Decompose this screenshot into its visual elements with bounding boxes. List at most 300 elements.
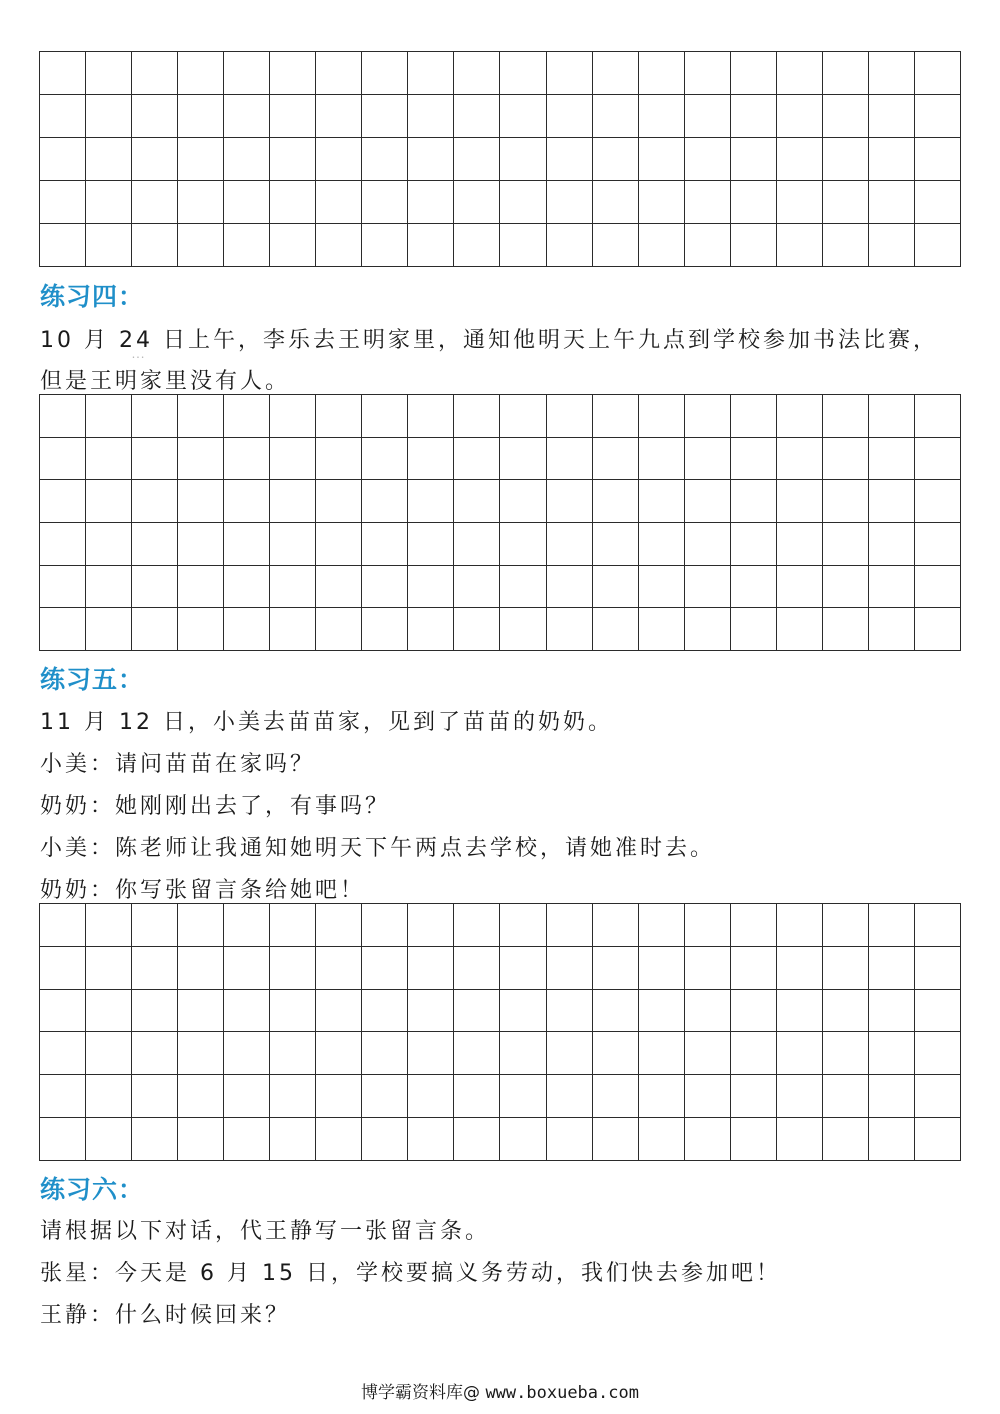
- grid-cell: [915, 904, 961, 947]
- grid-cell: [40, 395, 86, 438]
- grid-cell: [316, 1032, 362, 1075]
- grid-cell: [731, 480, 777, 523]
- grid-cell: [547, 395, 593, 438]
- footer-site-name: 博学霸资料库: [361, 1383, 464, 1403]
- grid-cell: [639, 438, 685, 481]
- grid-cell: [547, 904, 593, 947]
- grid-cell: [731, 52, 777, 95]
- grid-cell: [86, 438, 132, 481]
- writing-grid-2: [39, 394, 961, 651]
- grid-cell: [731, 523, 777, 566]
- grid-cell: [593, 947, 639, 990]
- grid-cell: [132, 438, 178, 481]
- grid-cell: [454, 138, 500, 181]
- grid-cell: [86, 95, 132, 138]
- grid-cell: [593, 566, 639, 609]
- grid-cell: [823, 52, 869, 95]
- grid-cell: [454, 523, 500, 566]
- grid-cell: [224, 947, 270, 990]
- grid-cell: [869, 1118, 915, 1161]
- grid-cell: [86, 566, 132, 609]
- grid-cell: [408, 1032, 454, 1075]
- grid-cell: [500, 395, 546, 438]
- grid-cell: [731, 181, 777, 224]
- grid-cell: [823, 1118, 869, 1161]
- grid-cell: [593, 904, 639, 947]
- grid-cell: [454, 224, 500, 267]
- exercise-5-line-2: 小美：请问苗苗在家吗？: [40, 752, 316, 777]
- grid-cell: [454, 904, 500, 947]
- grid-cell: [362, 904, 408, 947]
- grid-cell: [777, 138, 823, 181]
- grid-cell: [316, 138, 362, 181]
- grid-cell: [500, 224, 546, 267]
- grid-cell: [408, 438, 454, 481]
- grid-cell: [685, 224, 731, 267]
- grid-cell: [777, 224, 823, 267]
- grid-cell: [178, 181, 224, 224]
- grid-cell: [915, 95, 961, 138]
- grid-cell: [547, 1075, 593, 1118]
- grid-cell: [685, 523, 731, 566]
- grid-cell: [362, 990, 408, 1033]
- grid-cell: [639, 395, 685, 438]
- grid-cell: [731, 224, 777, 267]
- grid-cell: [547, 438, 593, 481]
- grid-cell: [500, 52, 546, 95]
- grid-cell: [823, 990, 869, 1033]
- grid-cell: [915, 181, 961, 224]
- grid-cell: [362, 181, 408, 224]
- grid-cell: [270, 523, 316, 566]
- watermark-mark: • • •: [132, 355, 145, 361]
- grid-cell: [454, 52, 500, 95]
- grid-cell: [869, 523, 915, 566]
- grid-cell: [40, 224, 86, 267]
- grid-cell: [132, 395, 178, 438]
- grid-cell: [132, 224, 178, 267]
- grid-cell: [869, 1032, 915, 1075]
- grid-cell: [639, 1032, 685, 1075]
- grid-cell: [500, 480, 546, 523]
- grid-cell: [823, 224, 869, 267]
- grid-cell: [685, 1032, 731, 1075]
- grid-cell: [823, 181, 869, 224]
- grid-cell: [178, 95, 224, 138]
- grid-cell: [915, 947, 961, 990]
- grid-cell: [915, 990, 961, 1033]
- grid-cell: [362, 395, 408, 438]
- grid-cell: [408, 608, 454, 651]
- grid-cell: [547, 1032, 593, 1075]
- grid-cell: [408, 138, 454, 181]
- grid-cell: [132, 1032, 178, 1075]
- grid-cell: [316, 947, 362, 990]
- grid-cell: [224, 52, 270, 95]
- grid-cell: [869, 1075, 915, 1118]
- grid-cell: [40, 138, 86, 181]
- footer: [0, 1378, 1000, 1403]
- grid-cell: [86, 523, 132, 566]
- exercise-6-title: 练习六：: [40, 1175, 145, 1204]
- grid-cell: [593, 395, 639, 438]
- grid-cell: [639, 904, 685, 947]
- exercise-5-title: 练习五：: [40, 665, 145, 694]
- grid-cell: [40, 990, 86, 1033]
- grid-cell: [823, 1032, 869, 1075]
- grid-cell: [685, 1118, 731, 1161]
- grid-cell: [593, 95, 639, 138]
- grid-cell: [316, 990, 362, 1033]
- grid-cell: [685, 990, 731, 1033]
- grid-cell: [915, 523, 961, 566]
- grid-cell: [500, 566, 546, 609]
- grid-cell: [823, 523, 869, 566]
- grid-cell: [593, 438, 639, 481]
- grid-cell: [547, 480, 593, 523]
- grid-cell: [224, 523, 270, 566]
- grid-cell: [86, 608, 132, 651]
- grid-cell: [40, 947, 86, 990]
- grid-cell: [823, 566, 869, 609]
- grid-cell: [178, 608, 224, 651]
- grid-cell: [316, 608, 362, 651]
- grid-cell: [547, 95, 593, 138]
- grid-cell: [40, 1118, 86, 1161]
- grid-cell: [823, 904, 869, 947]
- grid-cell: [869, 480, 915, 523]
- grid-cell: [454, 95, 500, 138]
- exercise-5-line-5: 奶奶：你写张留言条给她吧！: [40, 878, 366, 903]
- grid-cell: [408, 904, 454, 947]
- grid-cell: [270, 1075, 316, 1118]
- grid-cell: [777, 438, 823, 481]
- grid-cell: [731, 566, 777, 609]
- grid-cell: [362, 438, 408, 481]
- grid-cell: [777, 1075, 823, 1118]
- grid-cell: [547, 52, 593, 95]
- grid-cell: [639, 138, 685, 181]
- grid-cell: [500, 438, 546, 481]
- grid-cell: [593, 224, 639, 267]
- grid-cell: [915, 224, 961, 267]
- grid-cell: [731, 947, 777, 990]
- grid-cell: [869, 608, 915, 651]
- grid-cell: [869, 181, 915, 224]
- grid-cell: [224, 395, 270, 438]
- grid-cell: [685, 480, 731, 523]
- grid-cell: [823, 608, 869, 651]
- grid-cell: [500, 1032, 546, 1075]
- grid-cell: [454, 947, 500, 990]
- grid-cell: [454, 608, 500, 651]
- grid-cell: [316, 52, 362, 95]
- grid-cell: [454, 1032, 500, 1075]
- grid-cell: [132, 947, 178, 990]
- grid-cell: [639, 52, 685, 95]
- grid-cell: [500, 990, 546, 1033]
- grid-cell: [777, 95, 823, 138]
- grid-cell: [270, 181, 316, 224]
- grid-cell: [408, 95, 454, 138]
- grid-cell: [224, 181, 270, 224]
- grid-cell: [777, 608, 823, 651]
- grid-cell: [178, 1118, 224, 1161]
- grid-cell: [915, 1118, 961, 1161]
- grid-cell: [731, 438, 777, 481]
- grid-cell: [777, 566, 823, 609]
- exercise-5-line-4: 小美：陈老师让我通知她明天下午两点去学校，请她准时去。: [40, 836, 716, 861]
- grid-cell: [132, 990, 178, 1033]
- grid-cell: [915, 1075, 961, 1118]
- grid-cell: [178, 1032, 224, 1075]
- grid-cell: [731, 95, 777, 138]
- grid-cell: [86, 904, 132, 947]
- grid-cell: [408, 395, 454, 438]
- grid-cell: [178, 904, 224, 947]
- exercise-5-line-3: 奶奶：她刚刚出去了，有事吗？: [40, 794, 391, 819]
- grid-cell: [731, 138, 777, 181]
- grid-cell: [915, 608, 961, 651]
- grid-cell: [40, 95, 86, 138]
- grid-cell: [86, 990, 132, 1033]
- grid-cell: [547, 181, 593, 224]
- grid-cell: [316, 523, 362, 566]
- grid-cell: [639, 947, 685, 990]
- grid-cell: [408, 990, 454, 1033]
- grid-cell: [500, 138, 546, 181]
- grid-cell: [869, 438, 915, 481]
- grid-cell: [86, 52, 132, 95]
- exercise-6-line-3: 王静：什么时候回来？: [40, 1303, 291, 1328]
- grid-cell: [224, 1032, 270, 1075]
- footer-url[interactable]: www.boxueba.com: [485, 1383, 639, 1403]
- grid-cell: [731, 1075, 777, 1118]
- grid-cell: [132, 52, 178, 95]
- grid-cell: [593, 480, 639, 523]
- grid-cell: [270, 947, 316, 990]
- grid-cell: [132, 523, 178, 566]
- grid-cell: [777, 181, 823, 224]
- grid-cell: [224, 566, 270, 609]
- writing-grid-3: [39, 903, 961, 1161]
- grid-cell: [270, 395, 316, 438]
- grid-cell: [547, 566, 593, 609]
- grid-cell: [86, 1032, 132, 1075]
- grid-cell: [270, 138, 316, 181]
- grid-cell: [270, 52, 316, 95]
- grid-cell: [270, 224, 316, 267]
- grid-cell: [915, 1032, 961, 1075]
- grid-cell: [40, 1032, 86, 1075]
- grid-cell: [915, 480, 961, 523]
- grid-cell: [777, 395, 823, 438]
- grid-cell: [454, 1118, 500, 1161]
- grid-cell: [362, 947, 408, 990]
- grid-cell: [40, 438, 86, 481]
- grid-cell: [86, 395, 132, 438]
- grid-cell: [316, 395, 362, 438]
- grid-cell: [270, 608, 316, 651]
- grid-cell: [777, 990, 823, 1033]
- grid-cell: [731, 1032, 777, 1075]
- grid-cell: [593, 1032, 639, 1075]
- grid-cell: [500, 1118, 546, 1161]
- grid-cell: [685, 1075, 731, 1118]
- grid-cell: [685, 181, 731, 224]
- grid-cell: [915, 138, 961, 181]
- grid-cell: [685, 608, 731, 651]
- grid-cell: [362, 138, 408, 181]
- grid-cell: [178, 438, 224, 481]
- grid-cell: [132, 608, 178, 651]
- grid-cell: [547, 523, 593, 566]
- grid-cell: [639, 224, 685, 267]
- grid-cell: [40, 52, 86, 95]
- grid-cell: [869, 224, 915, 267]
- grid-cell: [86, 480, 132, 523]
- grid-cell: [823, 95, 869, 138]
- grid-cell: [915, 438, 961, 481]
- grid-cell: [547, 990, 593, 1033]
- grid-cell: [685, 904, 731, 947]
- grid-cell: [316, 904, 362, 947]
- grid-cell: [593, 990, 639, 1033]
- grid-cell: [132, 95, 178, 138]
- grid-cell: [915, 566, 961, 609]
- grid-cell: [270, 95, 316, 138]
- grid-cell: [869, 52, 915, 95]
- grid-cell: [685, 566, 731, 609]
- grid-cell: [362, 224, 408, 267]
- grid-cell: [869, 947, 915, 990]
- grid-cell: [500, 95, 546, 138]
- grid-cell: [316, 480, 362, 523]
- grid-cell: [823, 480, 869, 523]
- grid-cell: [362, 1118, 408, 1161]
- grid-cell: [869, 566, 915, 609]
- grid-cell: [178, 224, 224, 267]
- grid-cell: [224, 438, 270, 481]
- grid-cell: [40, 181, 86, 224]
- grid-cell: [731, 904, 777, 947]
- grid-cell: [224, 1075, 270, 1118]
- grid-cell: [777, 52, 823, 95]
- grid-cell: [408, 523, 454, 566]
- footer-at: @: [463, 1383, 481, 1403]
- grid-cell: [132, 1075, 178, 1118]
- grid-cell: [454, 990, 500, 1033]
- grid-cell: [362, 566, 408, 609]
- grid-cell: [639, 95, 685, 138]
- grid-cell: [86, 1075, 132, 1118]
- grid-cell: [547, 1118, 593, 1161]
- grid-cell: [224, 95, 270, 138]
- grid-cell: [639, 1118, 685, 1161]
- grid-cell: [362, 52, 408, 95]
- grid-cell: [408, 181, 454, 224]
- grid-cell: [408, 1118, 454, 1161]
- grid-cell: [40, 904, 86, 947]
- grid-cell: [639, 523, 685, 566]
- grid-cell: [500, 523, 546, 566]
- grid-cell: [178, 566, 224, 609]
- grid-cell: [270, 566, 316, 609]
- grid-cell: [777, 1032, 823, 1075]
- grid-cell: [178, 52, 224, 95]
- grid-cell: [86, 224, 132, 267]
- grid-cell: [270, 438, 316, 481]
- grid-cell: [777, 480, 823, 523]
- grid-cell: [316, 181, 362, 224]
- grid-cell: [40, 523, 86, 566]
- grid-cell: [40, 1075, 86, 1118]
- grid-cell: [408, 1075, 454, 1118]
- grid-cell: [500, 1075, 546, 1118]
- grid-cell: [362, 95, 408, 138]
- grid-cell: [362, 608, 408, 651]
- grid-cell: [316, 224, 362, 267]
- grid-cell: [639, 1075, 685, 1118]
- grid-cell: [500, 947, 546, 990]
- grid-cell: [408, 566, 454, 609]
- grid-cell: [270, 1032, 316, 1075]
- grid-cell: [408, 480, 454, 523]
- grid-cell: [777, 523, 823, 566]
- grid-cell: [178, 523, 224, 566]
- grid-cell: [639, 608, 685, 651]
- exercise-4-line-2: 但是王明家里没有人。: [40, 369, 291, 394]
- grid-cell: [40, 566, 86, 609]
- grid-cell: [316, 1118, 362, 1161]
- grid-cell: [86, 947, 132, 990]
- grid-cell: [178, 138, 224, 181]
- grid-cell: [362, 523, 408, 566]
- grid-cell: [178, 990, 224, 1033]
- grid-cell: [731, 608, 777, 651]
- grid-cell: [270, 904, 316, 947]
- grid-cell: [224, 990, 270, 1033]
- grid-cell: [593, 608, 639, 651]
- exercise-5-line-1: 11 月 12 日，小美去苗苗家，见到了苗苗的奶奶。: [40, 710, 613, 735]
- grid-cell: [132, 904, 178, 947]
- grid-cell: [869, 138, 915, 181]
- grid-cell: [823, 438, 869, 481]
- grid-cell: [224, 138, 270, 181]
- exercise-4-line-1: 10 月 24 日上午，李乐去王明家里，通知他明天上午九点到学校参加书法比赛，: [40, 328, 938, 353]
- grid-cell: [132, 1118, 178, 1161]
- grid-cell: [685, 95, 731, 138]
- grid-cell: [731, 1118, 777, 1161]
- grid-cell: [593, 523, 639, 566]
- grid-cell: [869, 395, 915, 438]
- grid-cell: [685, 138, 731, 181]
- grid-cell: [547, 138, 593, 181]
- grid-cell: [316, 95, 362, 138]
- grid-cell: [915, 52, 961, 95]
- grid-cell: [224, 904, 270, 947]
- grid-cell: [40, 480, 86, 523]
- grid-cell: [915, 395, 961, 438]
- grid-cell: [823, 395, 869, 438]
- grid-cell: [408, 224, 454, 267]
- grid-cell: [639, 566, 685, 609]
- grid-cell: [224, 608, 270, 651]
- grid-cell: [454, 480, 500, 523]
- grid-cell: [593, 181, 639, 224]
- grid-cell: [224, 480, 270, 523]
- grid-cell: [731, 395, 777, 438]
